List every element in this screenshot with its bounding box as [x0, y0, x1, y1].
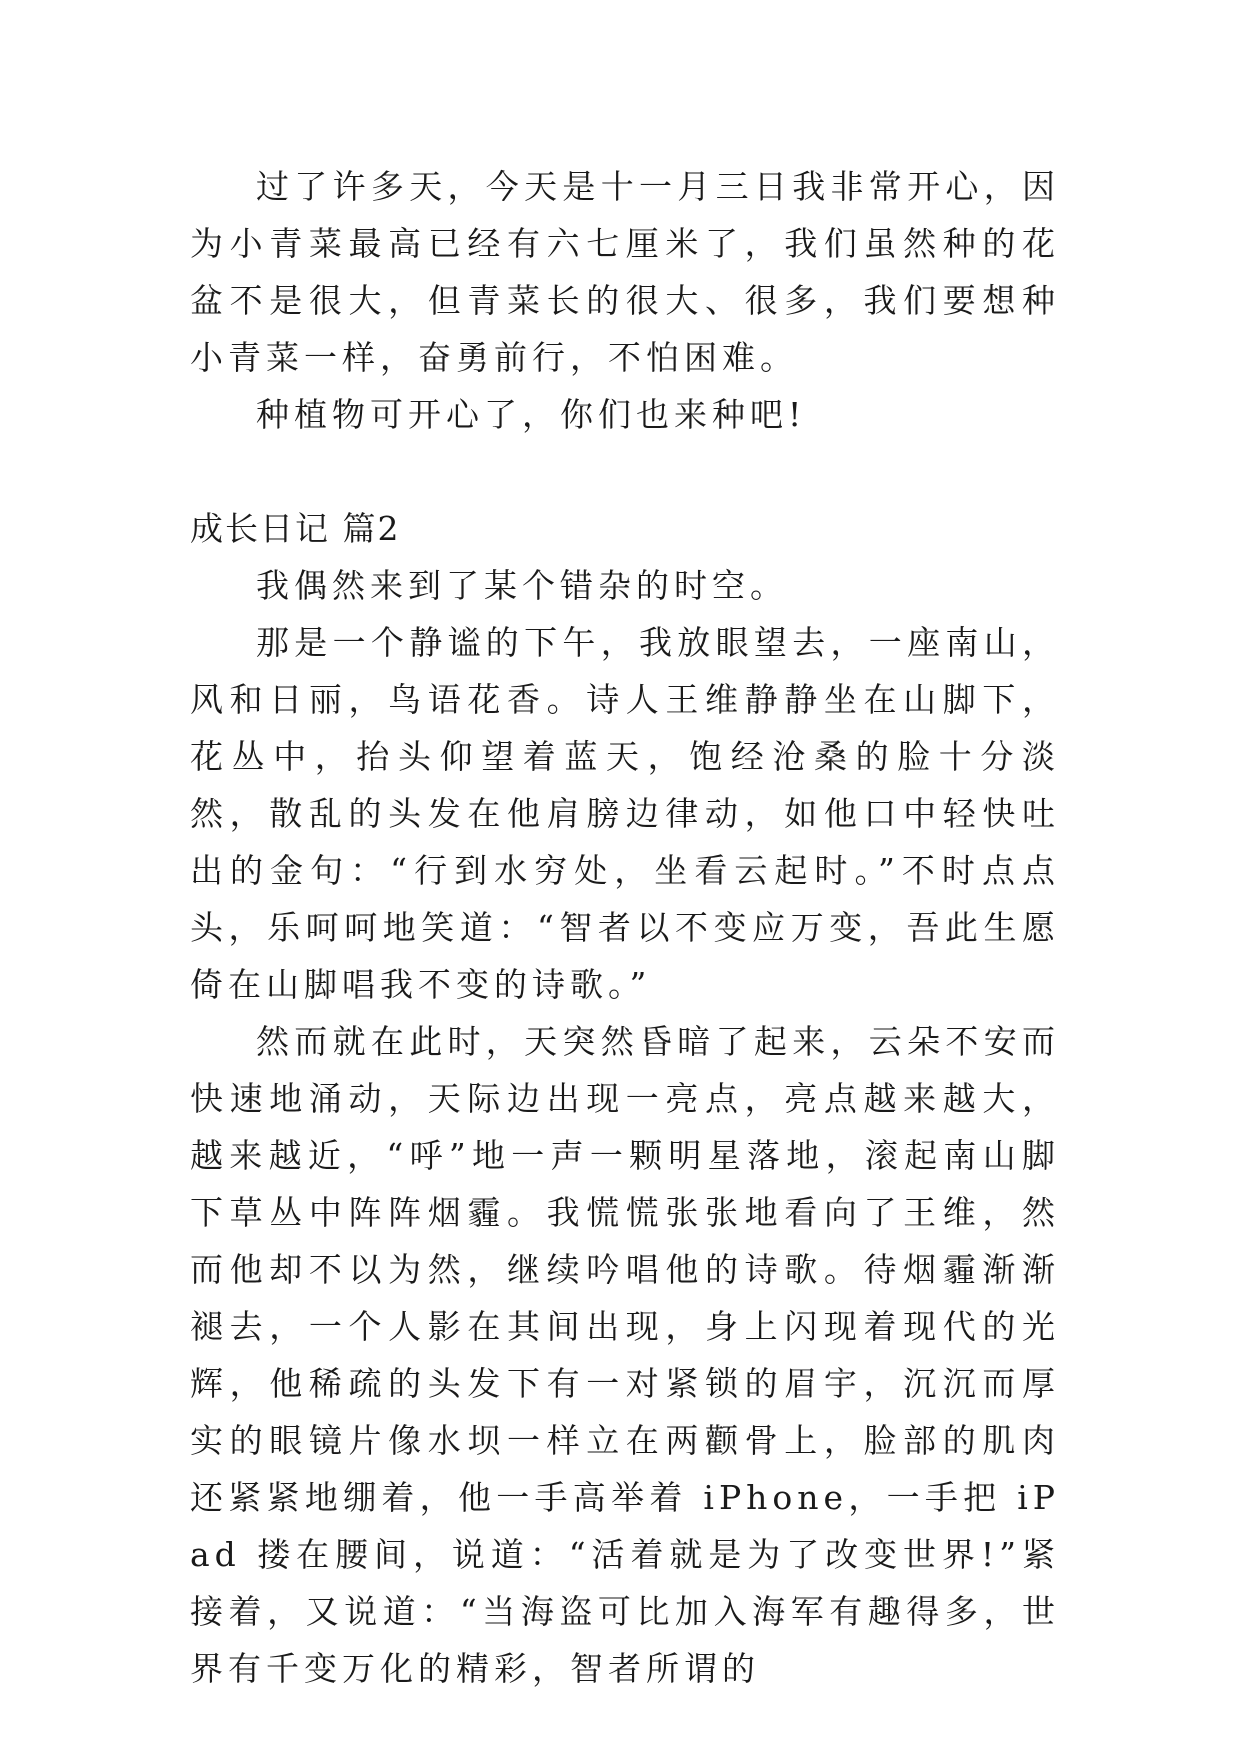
- paragraph-wang-wei: 那是一个静谧的下午，我放眼望去，一座南山，风和日丽，鸟语花香。诗人王维静静坐在山脚下，花丛中，抬头仰望着蓝天，饱经沧桑的脸十分淡然，散乱的头发在他肩膀边律动，如他口中轻快吐出的金句：“行到水穷处，坐看云起时。”不时点点头，乐呵呵地笑道：“智者以不变应万变，吾此生愿倚在山脚唱我不变的诗歌。”: [190, 623, 1060, 1004]
- section-heading: 成长日记 篇2: [190, 509, 401, 548]
- paragraph-modern-figure: 然而就在此时，天突然昏暗了起来，云朵不安而快速地涌动，天际边出现一亮点，亮点越来越大，越来越近，“呼”地一声一颗明星落地，滚起南山脚下草丛中阵阵烟霾。我慌慌张张地看向了王维，然而他却不以为然，继续吟唱他的诗歌。待烟霾渐渐褪去，一个人影在其间出现，身上闪现着现代的光辉，他稀疏的头发下有一对紧锁的眉宇，沉沉而厚实的眼镜片像水坝一样立在两颧骨上，脸部的肌肉还紧紧地绷着，他一手高举着 iPhone，一手把 iPad 搂在腰间，说道：“活着就是为了改变世界!”紧接着，又说道：“当海盗可比加入海军有趣得多，世界有千变万化的精彩，智者所谓的: [190, 1022, 1060, 1688]
- paragraph-vegetables-growth: 过了许多天，今天是十一月三日我非常开心，因为小青菜最高已经有六七厘米了，我们虽然种的花盆不是很大，但青菜长的很大、很多，我们要想种小青菜一样，奋勇前行，不怕困难。: [190, 167, 1060, 377]
- document-body: [190, 158, 1060, 1697]
- paragraph-time-space: 我偶然来到了某个错杂的时空。: [256, 566, 788, 605]
- paragraph-invitation: 种植物可开心了，你们也来种吧!: [256, 395, 807, 434]
